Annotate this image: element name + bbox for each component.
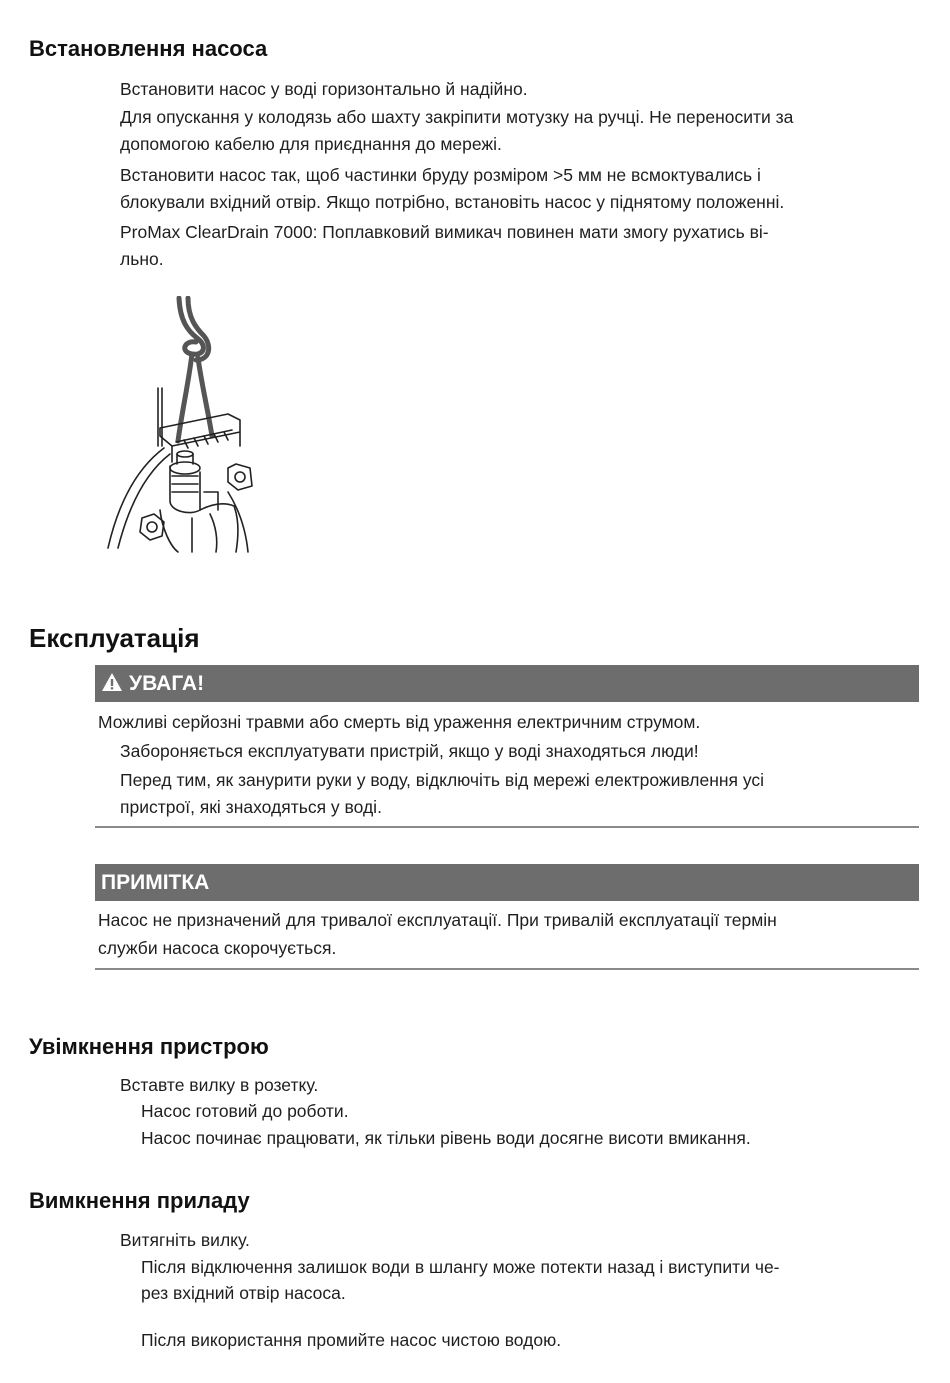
note-text-1: Насос не призначений для тривалої експлуатації. При тривалій експлуатації термін [98,910,777,930]
warning-banner [95,665,919,702]
install-paragraph-3a: Встановити насос так, щоб частинки бруду розміром >5 мм не всмоктувались і [120,165,761,185]
install-paragraph-3b: блокували вхідний отвір. Якщо потрібно, встановіть насос у піднятому положенні. [120,192,785,212]
install-paragraph-2b: допомогою кабелю для приєднання до мережі. [120,134,502,154]
heading-switch-on: Увімкнення пристрою [29,1034,269,1059]
note-text-2: служби насоса скорочується. [98,938,337,958]
warning-text-2: Забороняється експлуатувати пристрій, якщо у воді знаходяться люди! [120,741,699,761]
install-paragraph-2a: Для опускання у колодязь або шахту закріпити мотузку на ручці. Не переносити за [120,107,794,127]
heading-install: Встановлення насоса [29,36,268,61]
after-use-text: Після використання промийте насос чистою водою. [141,1330,562,1350]
note-label: ПРИМІТКА [101,871,210,894]
warning-text-1: Можливі серйозні травми або смерть від ураження електричним струмом. [98,712,701,732]
install-paragraph-1: Встановити насос у воді горизонтально й надійно. [120,79,528,99]
switch-on-result-2: Насос починає працювати, як тільки рівень води досягне висоти вмикання. [141,1128,751,1148]
switch-off-step: Витягніть вилку. [120,1230,250,1250]
switch-off-result-2: рез вхідний отвір насоса. [141,1283,346,1303]
switch-off-result-1: Після відключення залишок води в шлангу може потекти назад і виступити че- [141,1257,780,1277]
note-divider [95,968,919,970]
install-paragraph-4a: ProMax ClearDrain 7000: Поплавковий вимикач повинен мати змогу рухатись ві- [120,222,769,242]
switch-on-step: Вставте вилку в розетку. [120,1075,319,1095]
warning-triangle-icon [101,672,123,692]
warning-text-3b: пристрої, які знаходяться у воді. [120,797,382,817]
heading-switch-off: Вимкнення приладу [29,1188,250,1213]
install-paragraph-4b: льно. [120,249,164,269]
warning-divider [95,826,919,828]
warning-text-3a: Перед тим, як занурити руки у воду, відключіть від мережі електроживлення усі [120,770,765,790]
switch-on-result-1: Насос готовий до роботи. [141,1101,349,1121]
note-banner [95,864,919,901]
heading-operation: Експлуатація [29,623,200,653]
warning-label: УВАГА! [129,672,205,695]
pump-with-rope-illustration [100,296,260,554]
